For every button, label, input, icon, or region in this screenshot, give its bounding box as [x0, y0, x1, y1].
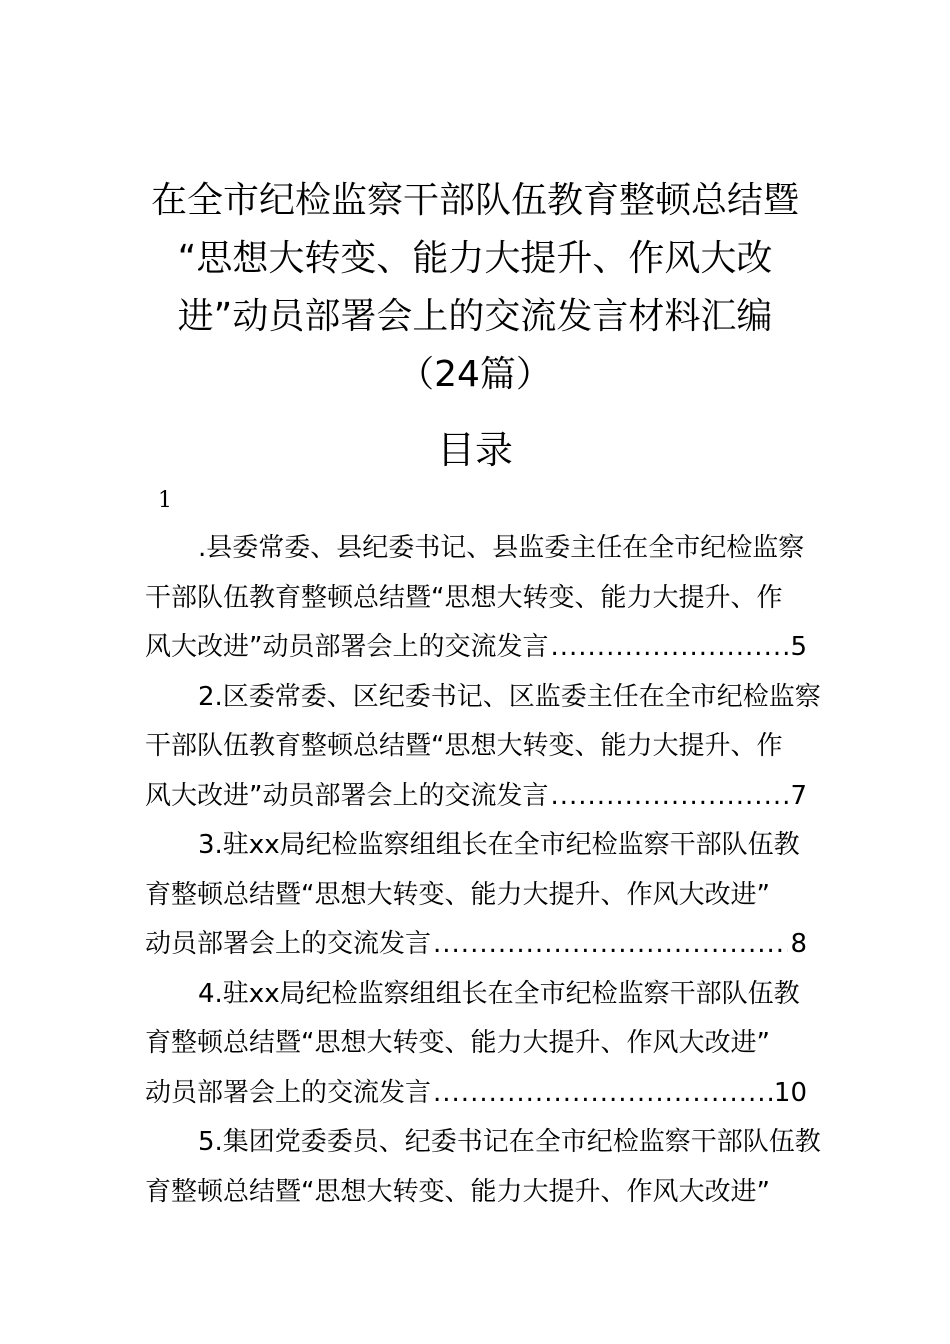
title-line: “思想大转变、能力大提升、作风大改 — [177, 238, 773, 279]
toc-entry-line[interactable]: 育整顿总结暨“思想大转变、能力大提升、作风大改进” — [145, 879, 770, 910]
title-line: 在全市纪检监察干部队伍教育整顿总结暨 — [150, 180, 799, 221]
document-title — [145, 172, 805, 404]
title-line: （24篇） — [398, 354, 552, 395]
toc-entry-text: 风大改进”动员部署会上的交流发言 — [145, 780, 549, 811]
toc-entry-line[interactable]: .县委常委、县纪委书记、县监委主任在全市纪检监察 — [198, 533, 805, 563]
toc-leader-dots — [433, 920, 788, 970]
toc-heading: 目录 — [436, 428, 513, 472]
toc-entry-line[interactable]: 4.驻xx局纪检监察组组长在全市纪检监察干部队伍教 — [198, 978, 800, 1009]
toc-entry-line[interactable] — [145, 920, 807, 970]
toc-entry-line[interactable] — [145, 772, 807, 822]
title-line: 进”动员部署会上的交流发言材料汇编 — [177, 296, 773, 337]
toc-entry-line[interactable] — [145, 1069, 807, 1119]
toc-entry-line[interactable]: 干部队伍教育整顿总结暨“思想大转变、能力大提升、作 — [145, 731, 783, 761]
page-number: 1 — [158, 488, 172, 513]
toc-entry-line[interactable] — [145, 623, 807, 673]
toc-entry-line[interactable]: 3.驻xx局纪检监察组组长在全市纪检监察干部队伍教 — [198, 830, 800, 860]
toc-entry-text: 动员部署会上的交流发言 — [145, 929, 432, 959]
toc-entry-line[interactable]: 干部队伍教育整顿总结暨“思想大转变、能力大提升、作 — [145, 582, 783, 613]
toc-entry-line[interactable]: 育整顿总结暨“思想大转变、能力大提升、作风大改进” — [145, 1176, 770, 1207]
toc-page-number: 10 — [773, 1077, 807, 1108]
table-of-contents — [145, 524, 821, 1217]
toc-page-number: 5 — [790, 632, 807, 662]
toc-leader-dots — [550, 772, 788, 822]
toc-page-number: 7 — [790, 780, 807, 811]
toc-entry-line[interactable]: 育整顿总结暨“思想大转变、能力大提升、作风大改进” — [145, 1028, 770, 1058]
toc-entry-line[interactable]: 5.集团党委委员、纪委书记在全市纪检监察干部队伍教 — [198, 1127, 821, 1157]
toc-page-number: 8 — [790, 929, 807, 959]
toc-entry-line[interactable]: 2.区委常委、区纪委书记、区监委主任在全市纪检监察 — [198, 681, 821, 712]
toc-leader-dots — [550, 623, 788, 673]
toc-entry-text: 风大改进”动员部署会上的交流发言 — [145, 632, 549, 662]
toc-entry-text: 动员部署会上的交流发言 — [145, 1077, 432, 1108]
toc-leader-dots — [433, 1069, 772, 1119]
